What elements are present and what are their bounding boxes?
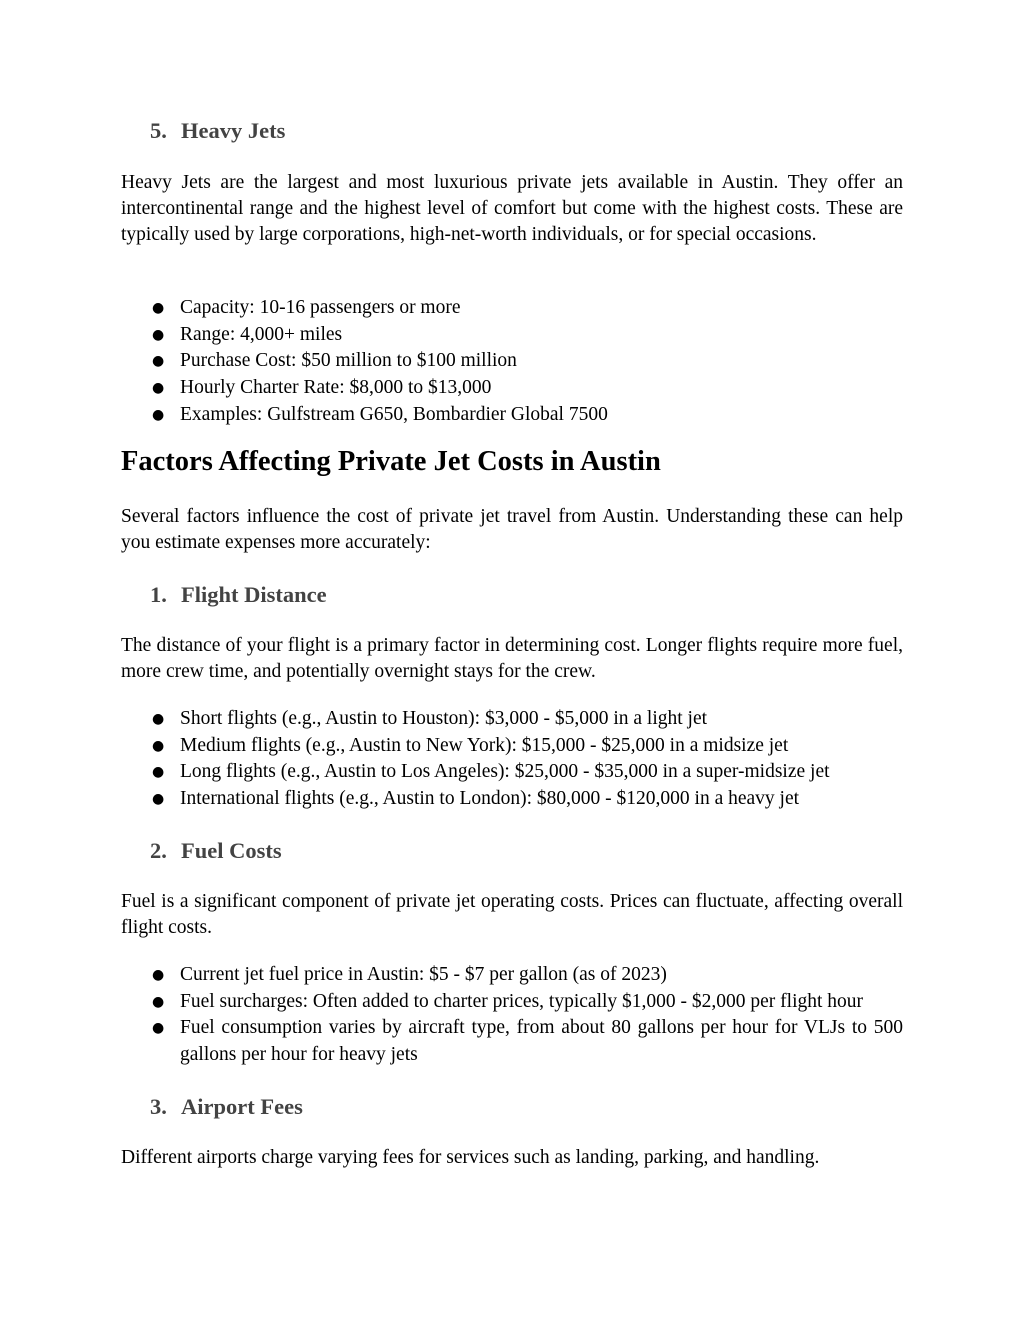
list-item: ● Examples: Gulfstream G650, Bombardier Global 7500 [121, 402, 903, 429]
heading-number: 5. [150, 118, 167, 143]
bullet-icon: ● [152, 764, 165, 781]
bullet-icon: ● [152, 380, 165, 397]
list-item: ● Hourly Charter Rate: $8,000 to $13,000 [121, 375, 903, 402]
bullet-icon: ● [152, 791, 165, 808]
heading-airport-fees [150, 1094, 303, 1120]
fuel-costs-list [121, 962, 903, 1069]
heading-number: 3. [150, 1094, 167, 1119]
fuel-costs-paragraph: Fuel is a significant component of private jet operating costs. Prices can fluctuate, affecting overall flight costs. [121, 891, 903, 939]
heading-heavy-jets [150, 118, 285, 144]
heading-flight-distance [150, 582, 327, 608]
flight-distance-paragraph: The distance of your flight is a primary factor in determining cost. Longer flights require more fuel, more crew time, and potentially overnight stays for the crew. [121, 635, 903, 683]
heading-fuel-costs [150, 838, 282, 864]
bullet-icon: ● [152, 711, 165, 727]
list-item: ● Range: 4,000+ miles [121, 322, 903, 349]
heavy-jets-list [121, 295, 903, 429]
heavy-jets-paragraph: Heavy Jets are the largest and most luxurious private jets available in Austin. They offer an intercontinental range and the highest level of comfort but come with the highest costs. These are typically used by large corporations, high-net-worth individuals, or for special occasions. [121, 172, 903, 246]
list-item: ● Short flights (e.g., Austin to Houston): $3,000 - $5,000 in a light jet [121, 706, 903, 733]
bullet-icon: ● [152, 406, 165, 423]
bullet-icon: ● [152, 326, 165, 343]
heading-title: Fuel Costs [181, 838, 282, 863]
list-item: ● Fuel surcharges: Often added to charter prices, typically $1,000 - $2,000 per flight hour [121, 989, 903, 1016]
flight-distance-list [121, 706, 903, 813]
list-item: ● Fuel consumption varies by aircraft type, from about 80 gallons per hour for VLJs to 500 gallons per hour for heavy jets [152, 1017, 903, 1066]
list-item: ● Long flights (e.g., Austin to Los Angeles): $25,000 - $35,000 in a super-midsize jet [121, 759, 903, 786]
list-item: ● Current jet fuel price in Austin: $5 - $7 per gallon (as of 2023) [121, 962, 903, 989]
bullet-icon: ● [152, 737, 165, 754]
list-item: ● Medium flights (e.g., Austin to New York): $15,000 - $25,000 in a midsize jet [121, 733, 903, 760]
bullet-icon: ● [152, 967, 165, 983]
bullet-icon: ● [152, 300, 165, 316]
bullet-icon: ● [152, 1020, 165, 1037]
list-item: ● International flights (e.g., Austin to London): $80,000 - $120,000 in a heavy jet [121, 786, 903, 813]
list-item: ● Purchase Cost: $50 million to $100 million [121, 348, 903, 375]
heading-title: Airport Fees [181, 1094, 303, 1119]
heading-title: Flight Distance [181, 582, 327, 607]
airport-fees-paragraph: Different airports charge varying fees for services such as landing, parking, and handling. [121, 1147, 820, 1168]
heading-number: 2. [150, 838, 167, 863]
heading-title: Heavy Jets [181, 118, 286, 143]
list-item: ● Capacity: 10-16 passengers or more [121, 295, 903, 322]
heading-factors: Factors Affecting Private Jet Costs in Austin [121, 446, 661, 477]
bullet-icon: ● [152, 353, 165, 370]
factors-paragraph: Several factors influence the cost of private jet travel from Austin. Understanding these can help you estimate expenses more accurately: [121, 506, 903, 554]
bullet-icon: ● [152, 993, 165, 1010]
heading-number: 1. [150, 582, 167, 607]
